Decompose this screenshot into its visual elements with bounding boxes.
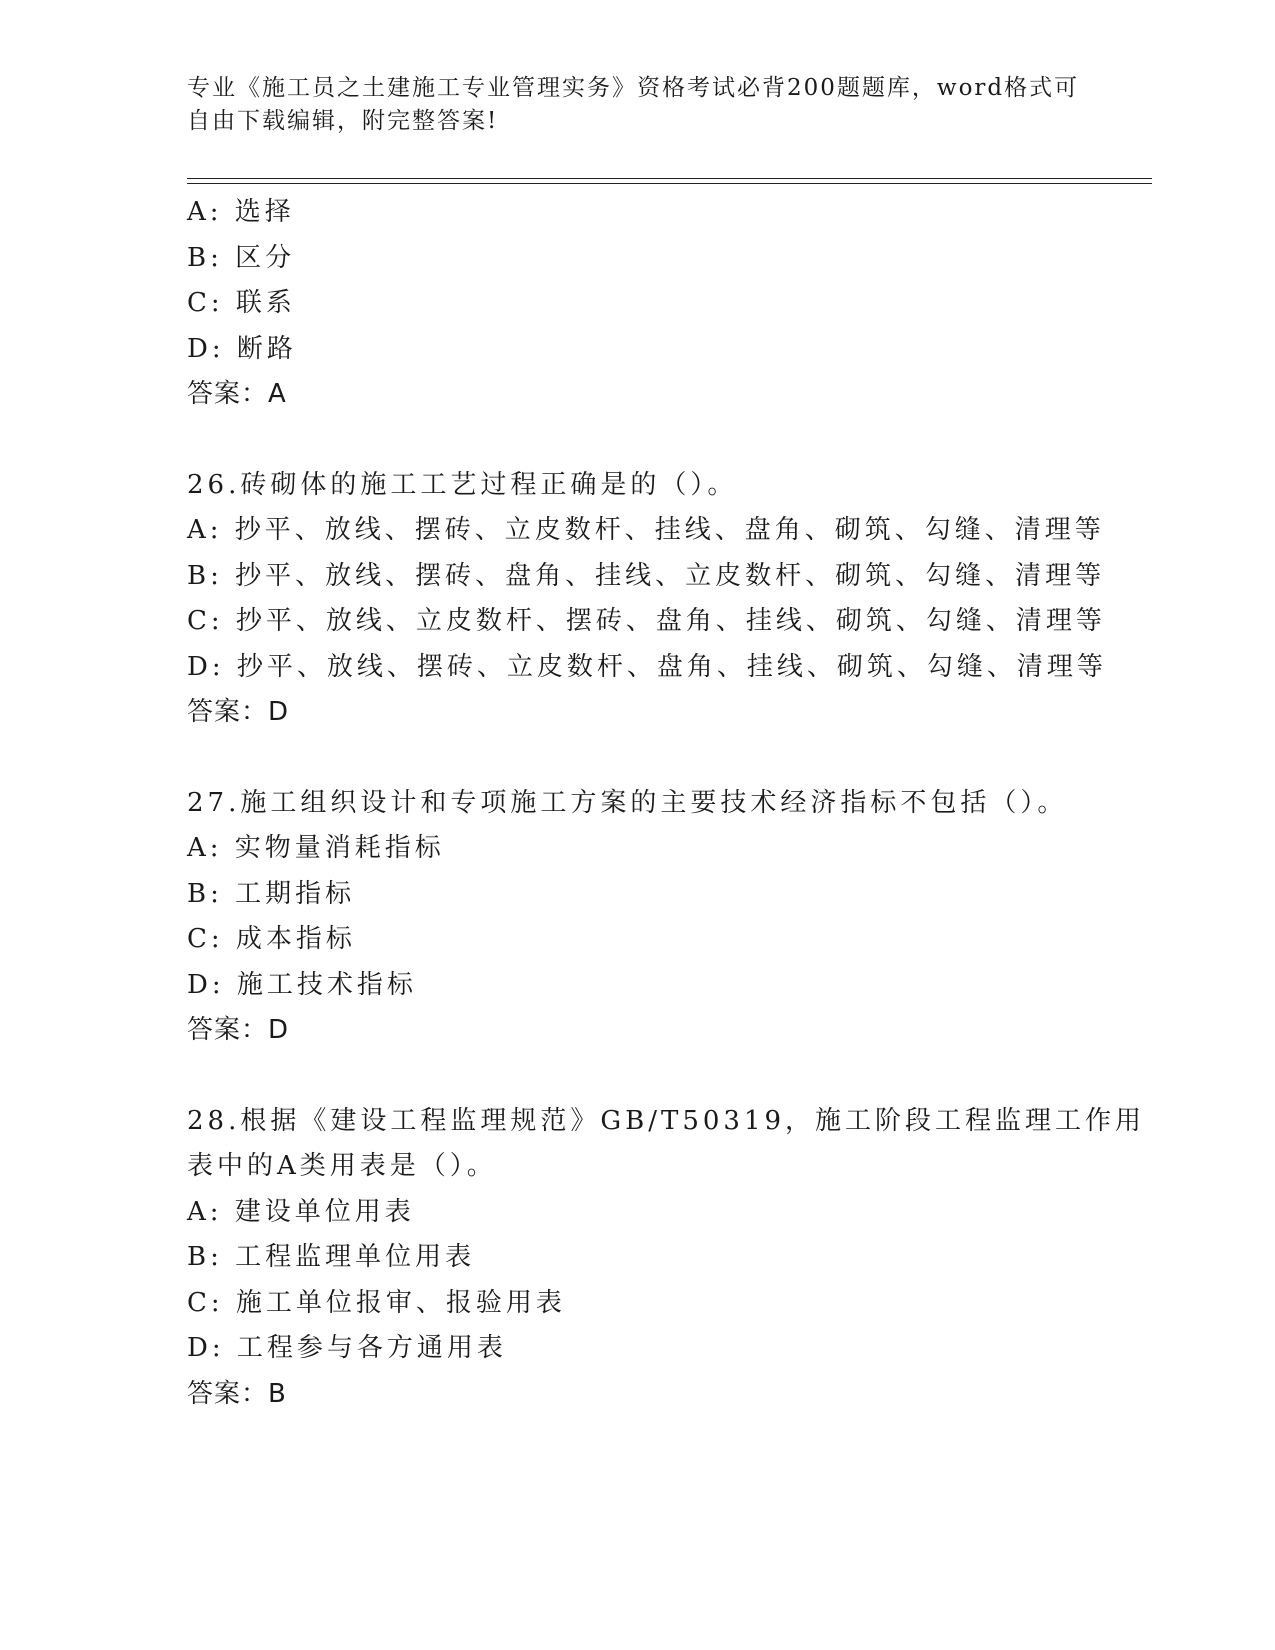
header-line-2: 自由下载编辑，附完整答案!	[187, 108, 499, 134]
header-line-1: 专业《施工员之土建施工专业管理实务》资格考试必背200题题库，word格式可	[187, 75, 1080, 101]
option-c: C: 联系	[187, 288, 296, 318]
question-stem-line-2: 表中的A类用表是（）。	[187, 1151, 497, 1181]
option-c: C: 施工单位报审、报验用表	[187, 1287, 566, 1318]
option-a: A: 抄平、放线、摆砖、立皮数杆、挂线、盘角、砌筑、勾缝、清理等	[187, 515, 1105, 545]
answer: 答案：A	[187, 379, 287, 409]
question-25	[187, 190, 1167, 418]
question-27	[187, 781, 1167, 1054]
header-rule-top	[187, 178, 1152, 179]
spacer	[187, 736, 1167, 781]
spacer	[187, 1054, 1167, 1099]
answer: 答案：B	[187, 1378, 287, 1409]
question-stem: 27.施工组织设计和专项施工方案的主要技术经济指标不包括（）。	[187, 787, 1068, 818]
option-c: C: 抄平、放线、立皮数杆、摆砖、盘角、挂线、砌筑、勾缝、清理等	[187, 606, 1106, 636]
option-b: B: 抄平、放线、摆砖、盘角、挂线、立皮数杆、砌筑、勾缝、清理等	[187, 560, 1106, 591]
option-b: B: 工期指标	[187, 878, 356, 909]
option-a: A: 选择	[187, 197, 295, 227]
spacer	[187, 418, 1167, 463]
question-stem: 26.砖砌体的施工工艺过程正确是的（）。	[187, 469, 738, 500]
question-list	[187, 190, 1167, 1417]
option-b: B: 工程监理单位用表	[187, 1242, 476, 1272]
option-a: A: 实物量消耗指标	[187, 833, 445, 863]
document-header	[187, 72, 1080, 138]
option-c: C: 成本指标	[187, 924, 356, 954]
question-28	[187, 1099, 1167, 1418]
answer: 答案：D	[187, 697, 290, 727]
option-a: A: 建设单位用表	[187, 1196, 415, 1227]
option-d: D: 工程参与各方通用表	[187, 1333, 507, 1363]
answer: 答案：D	[187, 1015, 290, 1045]
question-stem-line-1: 28.根据《建设工程监理规范》GB/T50319，施工阶段工程监理工作用	[187, 1105, 1146, 1136]
option-d: D: 断路	[187, 333, 297, 364]
option-d: D: 施工技术指标	[187, 969, 417, 1000]
option-d: D: 抄平、放线、摆砖、立皮数杆、盘角、挂线、砌筑、勾缝、清理等	[187, 651, 1107, 682]
option-b: B: 区分	[187, 242, 296, 273]
question-26	[187, 463, 1167, 736]
header-rule-bottom	[187, 183, 1152, 184]
